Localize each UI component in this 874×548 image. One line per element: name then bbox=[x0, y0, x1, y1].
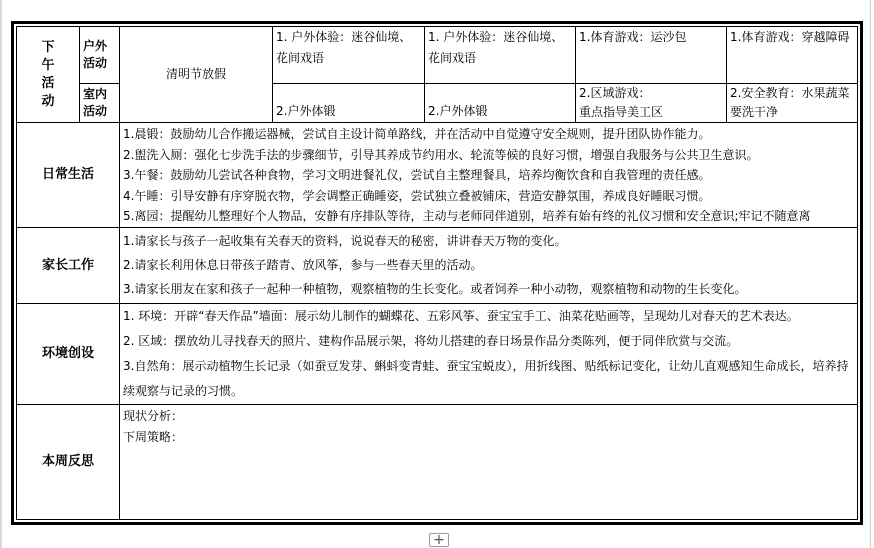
afternoon-outdoor-row bbox=[17, 27, 858, 84]
environment-item: 2. 区域：摆放幼儿寻找春天的照片、建构作品展示架，将幼儿搭建的春日场景作品分类陈列，便于同伴欣赏与交流。 bbox=[123, 333, 739, 348]
environment-label: 环境创设 bbox=[17, 303, 120, 404]
daily-life-label: 日常生活 bbox=[17, 123, 120, 228]
environment-item: 3.自然角：展示动植物生长记录（如蚕豆发芽、蝌蚪变青蛙、蚕宝宝蜕皮），用折线图、贴纸标记变化，让幼儿直观感知生命成长，培养持续观察与记录的习惯。 bbox=[123, 358, 849, 398]
page-edge bbox=[0, 0, 2, 548]
outdoor-label-line: 活动 bbox=[83, 56, 108, 70]
day2-indoor-cell[interactable] bbox=[273, 84, 425, 123]
reflection-label: 本周反思 bbox=[17, 404, 120, 520]
afternoon-title-char: 活 bbox=[41, 75, 55, 91]
parent-work-row bbox=[17, 227, 858, 303]
parent-work-item: 3.请家长朋友在家和孩子一起种一种植物，观察植物的生长变化。或者饲养一种小动物，观察植物和动物的生长变化。 bbox=[123, 281, 747, 296]
parent-work-content[interactable] bbox=[120, 227, 858, 303]
weekly-plan-frame bbox=[11, 21, 863, 525]
weekly-plan-table bbox=[16, 26, 858, 520]
day2-outdoor-cell[interactable] bbox=[273, 27, 425, 84]
environment-content[interactable] bbox=[120, 303, 858, 404]
outdoor-label-line: 户外 bbox=[83, 39, 108, 53]
day4-outdoor-text: 1.体育游戏：运沙包 bbox=[579, 30, 687, 44]
day5-outdoor-text: 1.体育游戏：穿越障碍 bbox=[730, 30, 850, 44]
daily-life-row bbox=[17, 123, 858, 228]
daily-life-item: 1.晨锻：鼓励幼儿合作搬运器械，尝试自主设计简单路线，并在活动中自觉遵守安全规则，提升团队协作能力。 bbox=[123, 127, 711, 141]
add-row-button[interactable]: + bbox=[429, 533, 449, 547]
day4-outdoor-cell[interactable] bbox=[576, 27, 727, 84]
afternoon-title-char: 动 bbox=[41, 93, 55, 109]
afternoon-activity-header bbox=[17, 27, 80, 123]
day5-outdoor-cell[interactable] bbox=[727, 27, 858, 84]
afternoon-title-char: 下 bbox=[41, 39, 55, 55]
page-edge bbox=[870, 0, 871, 548]
daily-life-content[interactable] bbox=[120, 123, 858, 228]
next-week-strategy-label: 下周策略： bbox=[123, 429, 184, 444]
indoor-label-line: 室内 bbox=[83, 87, 108, 101]
day5-indoor-cell[interactable] bbox=[727, 84, 858, 123]
parent-work-label: 家长工作 bbox=[17, 227, 120, 303]
day4-indoor-line: 重点指导美工区 bbox=[579, 105, 664, 119]
day3-outdoor-cell[interactable] bbox=[425, 27, 576, 84]
daily-life-item: 2.盥洗入厕：强化七步洗手法的步骤细节，引导其养成节约用水、轮流等候的良好习惯，增强自我服务与公共卫生意识。 bbox=[123, 147, 759, 162]
parent-work-item: 2.请家长利用休息日带孩子踏青、放风筝，参与一些春天里的活动。 bbox=[123, 257, 483, 272]
daily-life-item: 4.午睡：引导安静有序穿脱衣物，学会调整正确睡姿，尝试独立叠被铺床，营造安静氛围，养成良好睡眠习惯。 bbox=[123, 188, 711, 203]
day2-indoor-text: 2.户外体锻 bbox=[276, 104, 336, 118]
daily-life-item: 5.离园：提醒幼儿整理好个人物品，安静有序排队等待，主动与老师同伴道别，培养有始有终的礼仪习惯和安全意识;牢记不随意离 bbox=[123, 209, 811, 223]
day5-indoor-text: 2.安全教育：水果蔬菜要洗干净 bbox=[730, 86, 850, 119]
reflection-content[interactable] bbox=[120, 404, 858, 520]
environment-row bbox=[17, 303, 858, 404]
day3-indoor-cell[interactable] bbox=[425, 84, 576, 123]
daily-life-item: 3.午餐：鼓励幼儿尝试各种食物，学习文明进餐礼仪，尝试自主整理餐具，培养均衡饮食和自我管理的责任感。 bbox=[123, 168, 711, 182]
day4-indoor-line: 2.区域游戏： bbox=[579, 86, 651, 100]
day3-outdoor-text: 1. 户外体验：迷谷仙境、花间戏语 bbox=[428, 30, 564, 65]
parent-work-item: 1.请家长与孩子一起收集有关春天的资料，说说春天的秘密，讲讲春天万物的变化。 bbox=[123, 233, 567, 248]
day3-indoor-text: 2.户外体锻 bbox=[428, 104, 488, 118]
afternoon-title-char: 午 bbox=[41, 57, 55, 73]
outdoor-activity-label bbox=[80, 27, 120, 84]
day4-indoor-cell[interactable] bbox=[576, 84, 727, 123]
indoor-label-line: 活动 bbox=[83, 104, 108, 118]
status-analysis-label: 现状分析： bbox=[123, 408, 184, 423]
indoor-activity-label bbox=[80, 84, 120, 123]
reflection-row bbox=[17, 404, 858, 520]
holiday-cell[interactable]: 清明节放假 bbox=[120, 27, 273, 123]
day2-outdoor-text: 1. 户外体验：迷谷仙境、花间戏语 bbox=[276, 30, 412, 65]
environment-item: 1. 环境：开辟“春天作品”墙面：展示幼儿制作的蝴蝶花、五彩风筝、蚕宝宝手工、油菜花贴画等，呈现幼儿对春天的艺术表达。 bbox=[123, 308, 799, 323]
